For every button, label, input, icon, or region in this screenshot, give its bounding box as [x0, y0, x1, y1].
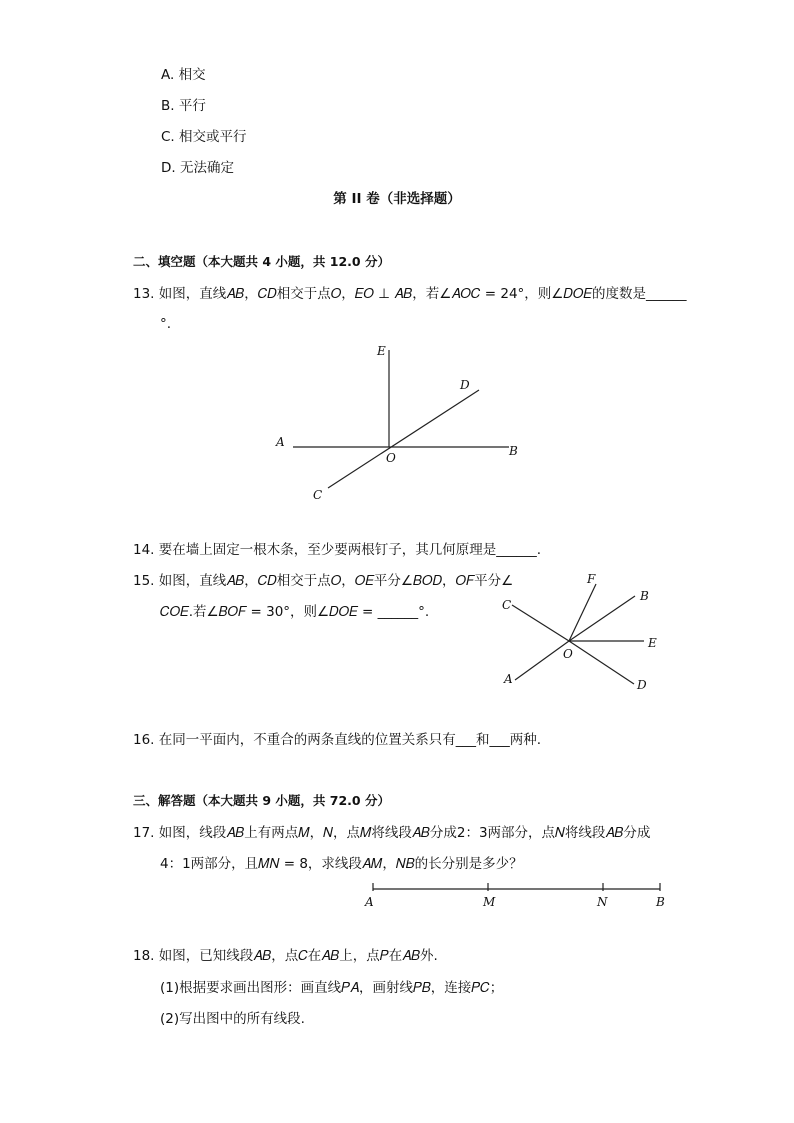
q15-label-b: B [640, 589, 649, 603]
section2-heading: 二、填空题（本大题共 4 小题，共 12.0 分） [133, 254, 390, 269]
q15-line1: 15. 如图，直线𝐴𝐵，𝐶𝐷相交于点𝑂，𝑂𝐸平分∠𝐵𝑂𝐷，𝑂𝐹平分∠ [133, 573, 514, 589]
q18-line2: (1)根据要求画出图形：画直线𝑃𝐴，画射线𝑃𝐵，连接𝑃𝐶； [160, 980, 504, 996]
q15-label-c: C [502, 598, 512, 612]
volume-title: 第 II 卷（非选择题） [333, 191, 461, 207]
q13-line2: °. [160, 316, 172, 332]
q13-label-c: C [313, 488, 323, 502]
option-b: B. 平行 [161, 98, 206, 114]
q13-line1: 13. 如图，直线𝐴𝐵，𝐶𝐷相交于点𝑂，𝐸𝑂 ⊥ 𝐴𝐵，若∠𝐴𝑂𝐶 = 24°，则∠𝐷𝑂𝐸的度数是 [133, 286, 646, 302]
q15-label-o: O [563, 647, 573, 661]
option-c: C. 相交或平行 [161, 129, 247, 145]
q18-line3: (2)写出图中的所有线段. [160, 1011, 305, 1027]
q17-line2: 4：1两部分，且𝑀𝑁 = 8，求线段𝐴𝑀，𝑁𝐵的长分别是多少？ [160, 856, 523, 872]
q15-line2: 𝐶𝑂𝐸.若∠𝐵𝑂𝐹 = 30°，则∠𝐷𝑂𝐸 = ______°. [160, 604, 430, 620]
q14-text: 14. 要在墙上固定一根木条，至少要两根钉子，其几何原理是______. [133, 542, 542, 558]
q17-label-b: B [656, 895, 665, 909]
q18-line1: 18. 如图，已知线段𝐴𝐵，点𝐶在𝐴𝐵上，点𝑃在𝐴𝐵外. [133, 948, 438, 964]
q13-label-o: O [386, 451, 396, 465]
q15-label-a: A [504, 672, 513, 686]
q15-label-f: F [587, 572, 596, 586]
q13-label-b: B [509, 444, 518, 458]
option-d: D. 无法确定 [161, 160, 234, 176]
q13-label-d: D [460, 378, 470, 392]
q13-label-e: E [377, 344, 386, 358]
q13-blank: ______ [645, 286, 687, 302]
q17-label-a: A [365, 895, 374, 909]
q16-text: 16. 在同一平面内，不重合的两条直线的位置关系只有___和___两种. [133, 732, 542, 748]
section3-heading: 三、解答题（本大题共 9 小题，共 72.0 分） [133, 793, 390, 808]
q17-label-m: M [483, 895, 496, 909]
q13-label-a: A [276, 435, 285, 449]
q17-label-n: N [597, 895, 608, 909]
q15-label-e: E [648, 636, 657, 650]
q17-line1: 17. 如图，线段𝐴𝐵上有两点𝑀，𝑁，点𝑀将线段𝐴𝐵分成2：3两部分，点𝑁将线段𝐴𝐵分成 [133, 825, 651, 841]
q15-label-d: D [637, 678, 647, 692]
option-a: A. 相交 [161, 67, 206, 83]
